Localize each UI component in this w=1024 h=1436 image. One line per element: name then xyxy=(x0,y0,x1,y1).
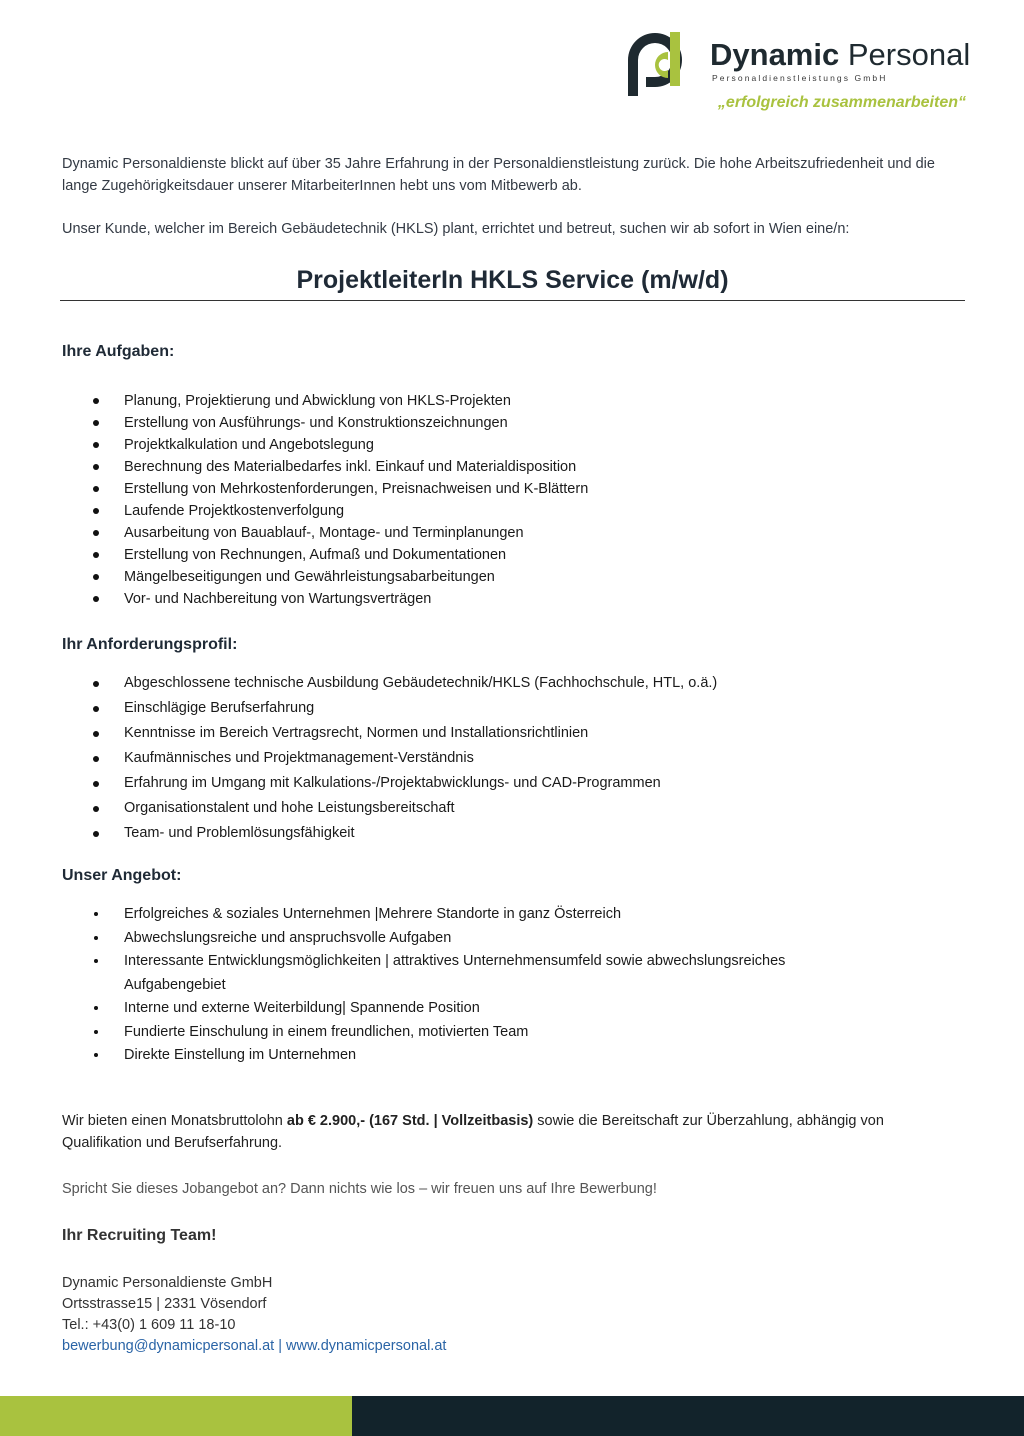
intro xyxy=(62,154,962,241)
salary-info xyxy=(62,1110,962,1154)
list-item: Projektkalkulation und Angebotslegung xyxy=(62,434,962,456)
footer-bar-dark xyxy=(352,1396,1024,1436)
list-item: Erfolgreiches & soziales Unternehmen |Mehrere Standorte in ganz Österreich xyxy=(62,903,962,927)
list-item: Ausarbeitung von Bauablauf-, Montage- und Terminplanungen xyxy=(62,522,962,544)
address: Ortsstrasse15 | 2331 Vösendorf xyxy=(62,1296,267,1312)
brand-subtitle: Personaldienstleistungs GmbH xyxy=(712,73,888,83)
list-item: Interne und externe Weiterbildung| Spannende Position xyxy=(62,997,962,1021)
offer-list xyxy=(62,903,962,1068)
offer-heading: Unser Angebot: xyxy=(62,867,182,884)
list-item: Berechnung des Materialbedarfes inkl. Einkauf und Materialdisposition xyxy=(62,456,962,478)
list-item: Erfahrung im Umgang mit Kalkulations-/Projektabwicklungs- und CAD-Programmen xyxy=(62,771,962,796)
email-link[interactable]: bewerbung@dynamicpersonal.at xyxy=(62,1338,275,1354)
intro-paragraph-2: Unser Kunde, welcher im Bereich Gebäudetechnik (HKLS) plant, errichtet und betreut, suchen wir ab sofort in Wien eine/n: xyxy=(62,221,850,237)
list-item: Interessante Entwicklungsmöglichkeiten | attraktives Unternehmensumfeld sowie abwechslungsreiches Aufgabengebiet xyxy=(62,950,962,997)
list-item: Planung, Projektierung und Abwicklung von HKLS-Projekten xyxy=(62,390,962,412)
link-separator: | xyxy=(274,1338,287,1354)
tasks-list xyxy=(62,390,962,610)
list-item: Kaufmännisches und Projektmanagement-Verständnis xyxy=(62,746,962,771)
list-item: Organisationstalent und hohe Leistungsbereitschaft xyxy=(62,796,962,821)
profile-list xyxy=(62,671,962,846)
contact-block xyxy=(62,1273,446,1357)
list-item: Direkte Einstellung im Unternehmen xyxy=(62,1044,962,1068)
list-item: Team- und Problemlösungsfähigkeit xyxy=(62,821,962,846)
brand-name-light: Personal xyxy=(847,37,971,72)
salary-prefix: Wir bieten einen Monatsbruttolohn xyxy=(62,1113,287,1129)
list-item: Erstellung von Ausführungs- und Konstruktionszeichnungen xyxy=(62,412,962,434)
slogan: „erfolgreich zusammenarbeiten“ xyxy=(717,94,966,111)
list-item: Abwechslungsreiche und anspruchsvolle Aufgaben xyxy=(62,927,962,951)
salary-amount: ab € 2.900,- (167 Std. | Vollzeitbasis) xyxy=(286,1113,534,1129)
list-item: Erstellung von Rechnungen, Aufmaß und Dokumentationen xyxy=(62,544,962,566)
list-item: Mängelbeseitigungen und Gewährleistungsabarbeitungen xyxy=(62,566,962,588)
list-item: Einschlägige Berufserfahrung xyxy=(62,696,962,721)
brand-name xyxy=(710,38,970,72)
brand-name-bold: Dynamic xyxy=(710,37,840,72)
signoff: Ihr Recruiting Team! xyxy=(62,1227,217,1244)
website-link[interactable]: www.dynamicpersonal.at xyxy=(286,1338,447,1354)
company-name: Dynamic Personaldienste GmbH xyxy=(62,1275,273,1291)
company-logo xyxy=(620,26,990,100)
list-item: Erstellung von Mehrkostenforderungen, Preisnachweisen und K-Blättern xyxy=(62,478,962,500)
contact-links xyxy=(62,1336,446,1357)
phone: Tel.: +43(0) 1 609 11 18-10 xyxy=(62,1317,236,1333)
list-item: Laufende Projektkostenverfolgung xyxy=(62,500,962,522)
list-item: Abgeschlossene technische Ausbildung Gebäudetechnik/HKLS (Fachhochschule, HTL, o.ä.) xyxy=(62,671,962,696)
salary-suffix: sowie die Bereitschaft zur Überzahlung, abhängig von Qualifikation und Berufserfahrung. xyxy=(62,1113,884,1151)
list-item: Vor- und Nachbereitung von Wartungsverträgen xyxy=(62,588,962,610)
list-item: Kenntnisse im Bereich Vertragsrecht, Normen und Installationsrichtlinien xyxy=(62,721,962,746)
footer-bar-green xyxy=(0,1396,352,1436)
intro-paragraph-1: Dynamic Personaldienste blickt auf über 35 Jahre Erfahrung in der Personaldienstleistung zurück. Die hohe Arbeitszufriedenheit und die lange Zugehörigkeitsdauer unserer MitarbeiterInnen hebt uns vom Mitbewerb ab. xyxy=(62,156,935,194)
dynamic-personal-logo-icon xyxy=(620,26,694,100)
tasks-heading: Ihre Aufgaben: xyxy=(62,343,175,360)
call-to-action: Spricht Sie dieses Jobangebot an? Dann nichts wie los – wir freuen uns auf Ihre Bewerbung! xyxy=(62,1181,657,1197)
job-title: ProjektleiterIn HKLS Service (m/w/d) xyxy=(60,262,965,301)
profile-heading: Ihr Anforderungsprofil: xyxy=(62,636,238,653)
list-item: Fundierte Einschulung in einem freundlichen, motivierten Team xyxy=(62,1021,962,1045)
